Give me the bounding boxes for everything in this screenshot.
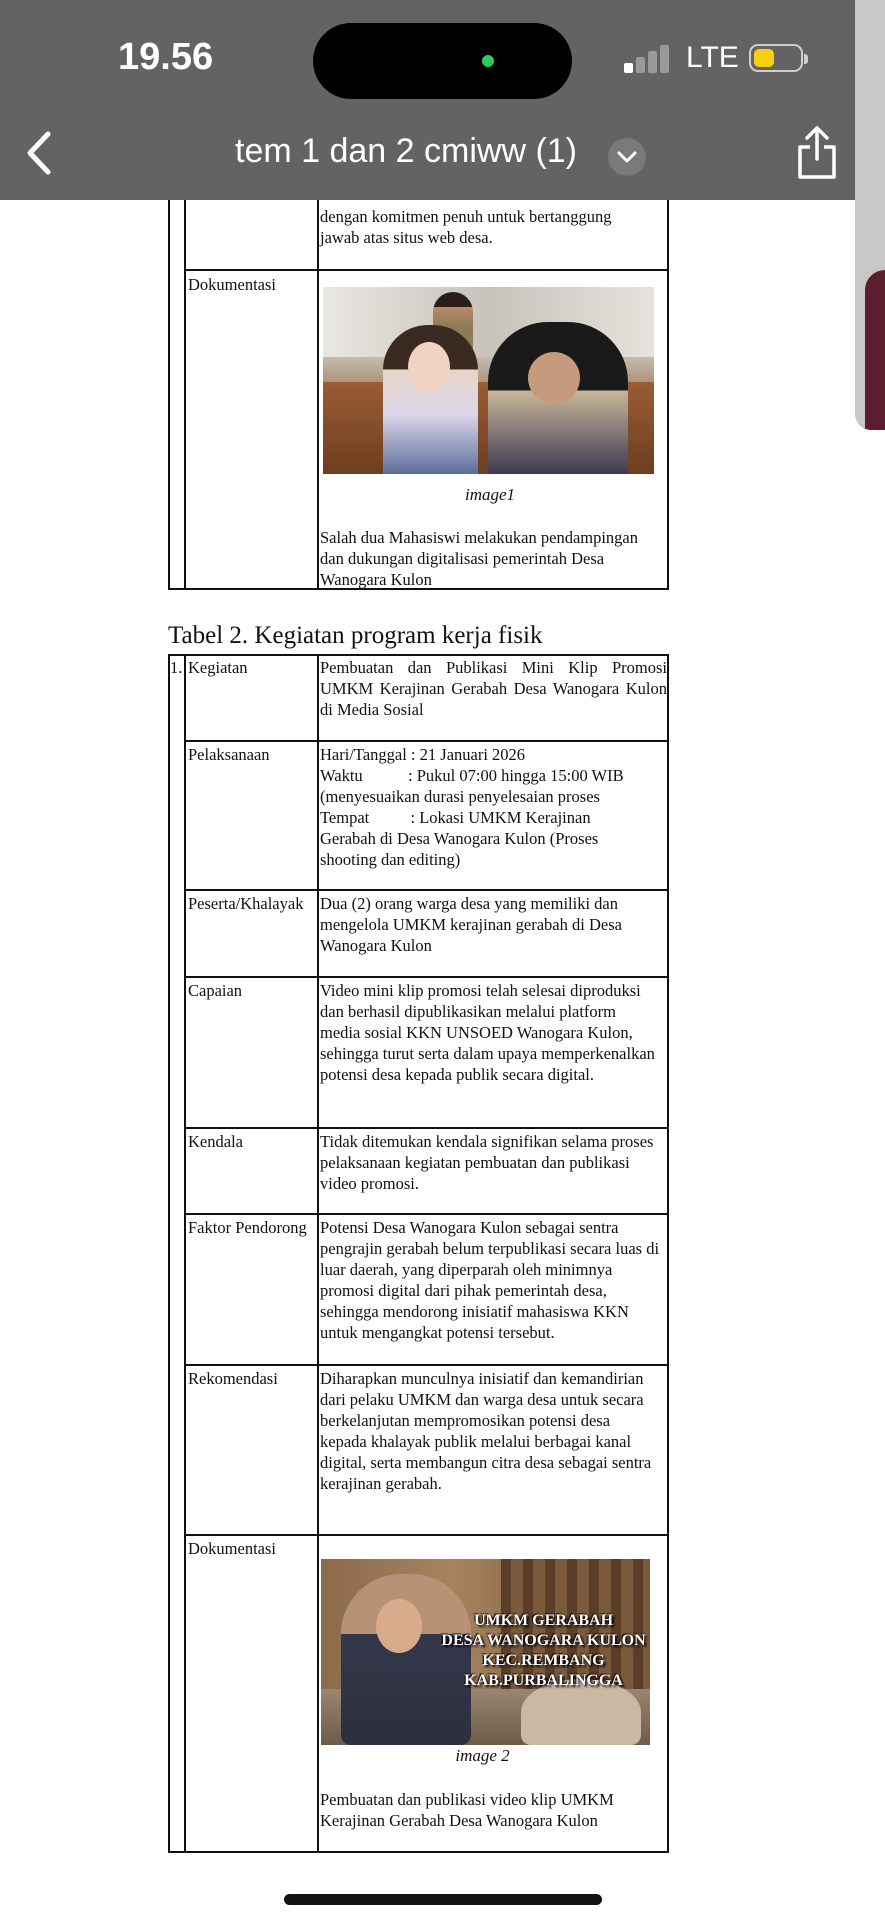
table2-number-col-border	[184, 654, 186, 1853]
network-type: LTE	[686, 41, 739, 74]
chevron-left-icon	[20, 128, 60, 178]
documentation-photo-1	[323, 287, 654, 474]
table1-partial-text: dengan komitmen penuh untuk bertanggung jawab atas situs web desa.	[320, 207, 612, 247]
row-label-peserta: Peserta/Khalayak	[188, 894, 304, 913]
table2-left-border	[168, 654, 170, 1853]
row-label-kegiatan: Kegiatan	[188, 658, 248, 677]
table2-label-col-border	[317, 654, 319, 1853]
status-time: 19.56	[118, 36, 214, 78]
image1-description: Salah dua Mahasiswi melakukan pendampingan dan dukungan digitalisasi pemerintah Desa Wanogara Kulon	[320, 528, 639, 589]
row-value-capaian: Video mini klip promosi telah selesai diproduksi dan berhasil dipublikasikan melalui platform media sosial KKN UNSOED Wanogara Kulon, sehingga turut serta dalam upaya memperkenalkan potensi desa kepada publik secara digital.	[320, 981, 655, 1084]
row-value-rekomendasi: Diharapkan munculnya inisiatif dan kemandirian dari pelaku UMKM dan warga desa untuk secara berkelanjutan mempromosikan potensi desa kepada khalayak publik melalui berbagai kanal digital, serta membangun citra desa sebagai sentra kerajinan gerabah.	[320, 1369, 652, 1493]
image2-description: Pembuatan dan publikasi video klip UMKM Kerajinan Gerabah Desa Wanogara Kulon	[320, 1790, 614, 1830]
top-bar	[0, 0, 855, 200]
row-value-kegiatan: Pembuatan dan Publikasi Mini Klip Promosi UMKM Kerajinan Gerabah Desa Wanogara Kulon di Media Sosial	[320, 658, 667, 719]
camera-indicator-dot	[482, 55, 494, 67]
document-title[interactable]: tem 1 dan 2 cmiww (1)	[235, 132, 577, 170]
row-value-pelaksanaan: Hari/Tanggal : 21 Januari 2026 Waktu : Pukul 07:00 hingga 15:00 WIB (menyesuaikan durasi penyelesaian proses Tempat : Lokasi UMKM Kerajinan Gerabah di Desa Wanogara Kulon (Proses shooting dan editing)	[320, 745, 624, 869]
row-value-faktor-pendorong: Potensi Desa Wanogara Kulon sebagai sentra pengrajin gerabah belum terpublikasi secara luas di luar daerah, yang diperparah oleh minimnya promosi digital dari pihak pemerintah desa, sehingga mendorong inisiatif mahasiswa KKN untuk mengangkat potensi tersebut.	[320, 1218, 660, 1342]
title-dropdown-button[interactable]	[608, 138, 646, 176]
table1-left-border	[168, 200, 170, 590]
table2-right-border	[667, 654, 669, 1853]
chevron-down-icon	[608, 138, 646, 176]
back-button[interactable]	[20, 128, 60, 178]
table2-row-divider	[184, 1364, 669, 1366]
table2-row-divider	[184, 740, 669, 742]
row-value-peserta: Dua (2) orang warga desa yang memiliki dan mengelola UMKM kerajinan gerabah di Desa Wanogara Kulon	[320, 894, 622, 955]
table1-row-divider	[184, 269, 669, 271]
table2-row-divider	[184, 1127, 669, 1129]
row-label-faktor-pendorong: Faktor Pendorong	[188, 1218, 307, 1237]
row-label-kendala: Kendala	[188, 1132, 243, 1151]
table2-title: Tabel 2. Kegiatan program kerja fisik	[168, 622, 543, 649]
table2-row-divider	[184, 976, 669, 978]
table1-number-col-border	[184, 200, 186, 590]
row-label-capaian: Capaian	[188, 981, 243, 1000]
image1-caption: image1	[464, 485, 516, 504]
table2-row-divider	[184, 1534, 669, 1536]
battery-icon	[749, 44, 803, 72]
table1-doc-label: Dokumentasi	[188, 275, 276, 294]
home-indicator[interactable]	[284, 1894, 602, 1905]
background-app-strip	[855, 0, 885, 430]
table2-row-divider	[184, 889, 669, 891]
table1-right-border	[667, 200, 669, 590]
row-label-pelaksanaan: Pelaksanaan	[188, 745, 270, 764]
table1-label-col-border	[317, 200, 319, 590]
row-label-dokumentasi: Dokumentasi	[188, 1539, 276, 1558]
row-label-rekomendasi: Rekomendasi	[188, 1369, 278, 1388]
image2-caption: image 2	[455, 1746, 510, 1765]
cellular-signal-icon	[624, 45, 670, 73]
table2-top-border	[168, 654, 669, 656]
table2-row-divider	[184, 1213, 669, 1215]
share-button[interactable]	[794, 125, 840, 181]
dynamic-island	[313, 23, 572, 99]
row-value-kendala: Tidak ditemukan kendala signifikan selama proses pelaksanaan kegiatan pembuatan dan publikasi video promosi.	[320, 1132, 654, 1193]
photo2-overlay-text: UMKM GERABAH DESA WANOGARA KULON KEC.REMBANG KAB.PURBALINGGA	[441, 1612, 646, 1689]
documentation-photo-2	[321, 1559, 650, 1745]
table2-bottom-border	[168, 1851, 669, 1853]
share-icon	[794, 125, 840, 181]
table2-row-number: 1.	[170, 658, 183, 677]
